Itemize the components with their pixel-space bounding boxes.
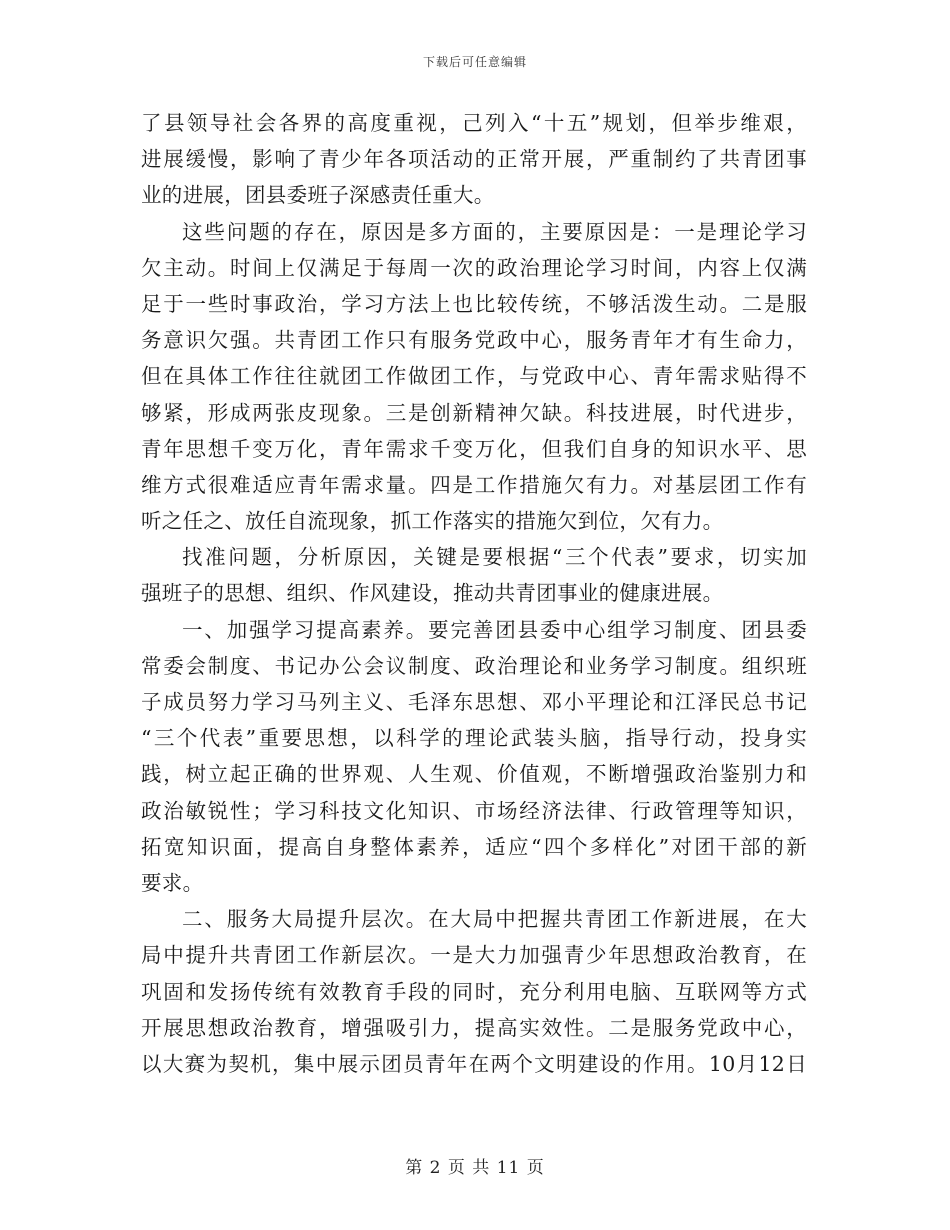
text-line: 践，树立起正确的世界观、人生观、价值观，不断增强政治鉴别力和 xyxy=(141,762,807,787)
text-line: 一、加强学习提高素养。要完善团县委中心组学习制度、团县委 xyxy=(182,617,807,642)
text-line: 青年思想千变万化，青年需求千变万化，但我们自身的知识水平、思 xyxy=(141,436,807,461)
text-line: 拓宽知识面，提高自身整体素养，适应“四个多样化”对团干部的新 xyxy=(141,834,807,859)
text-line: 子成员努力学习马列主义、毛泽东思想、邓小平理论和江泽民总书记 xyxy=(141,690,807,714)
text-line: 了县领导社会各界的高度重视，己列入“十五”规划，但举步维艰， xyxy=(141,111,807,135)
text-line: 业的进展，团县委班子深感责任重大。 xyxy=(141,183,495,208)
text-line: 强班子的思想、组织、作风建设，推动共青团事业的健康进展。 xyxy=(141,581,724,606)
text-line: 开展思想政治教育，增强吸引力，提高实效性。二是服务党政中心， xyxy=(141,1015,807,1040)
text-line: 局中提升共青团工作新层次。一是大力加强青少年思想政治教育，在 xyxy=(141,943,807,968)
text-line: 找准问题，分析原因，关键是要根据“三个代表”要求，切实加 xyxy=(182,545,807,570)
page-footer: 第 2 页 共 11 页 xyxy=(405,1158,545,1178)
text-line: 但在具体工作往往就团工作做团工作，与党政中心、青年需求贴得不 xyxy=(141,364,807,389)
text-line: 常委会制度、书记办公会议制度、政治理论和业务学习制度。组织班 xyxy=(141,653,807,678)
text-line: 足于一些时事政治，学习方法上也比较传统，不够活泼生动。二是服 xyxy=(141,291,807,316)
text-line: 这些问题的存在，原因是多方面的，主要原因是：一是理论学习 xyxy=(182,219,807,244)
text-line: 二、服务大局提升层次。在大局中把握共青团工作新进展，在大 xyxy=(182,907,807,932)
text-line: 维方式很难适应青年需求量。四是工作措施欠有力。对基层团工作有 xyxy=(141,472,807,497)
text-line: 够紧，形成两张皮现象。三是创新精神欠缺。科技进展，时代进步， xyxy=(141,400,807,425)
text-line: 务意识欠强。共青团工作只有服务党政中心，服务青年才有生命力， xyxy=(141,328,807,353)
page-header: 下载后可任意编辑 xyxy=(422,55,527,69)
text-line: “三个代表”重要思想，以科学的理论武装头脑，指导行动，投身实 xyxy=(141,726,807,751)
text-line: 以大赛为契机，集中展示团员青年在两个文明建设的作用。10月12日 xyxy=(141,1051,807,1076)
text-line: 要求。 xyxy=(141,870,204,895)
text-line: 欠主动。时间上仅满足于每周一次的政治理论学习时间，内容上仅满 xyxy=(141,255,807,280)
text-line: 进展缓慢，影响了青少年各项活动的正常开展，严重制约了共青团事 xyxy=(141,147,807,172)
document-body xyxy=(141,105,807,1082)
text-line: 巩固和发扬传统有效教育手段的同时，充分利用电脑、互联网等方式 xyxy=(141,979,807,1004)
text-line: 政治敏锐性；学习科技文化知识、市场经济法律、行政管理等知识， xyxy=(141,798,807,823)
text-line: 听之任之、放任自流现象，抓工作落实的措施欠到位，欠有力。 xyxy=(141,509,724,534)
